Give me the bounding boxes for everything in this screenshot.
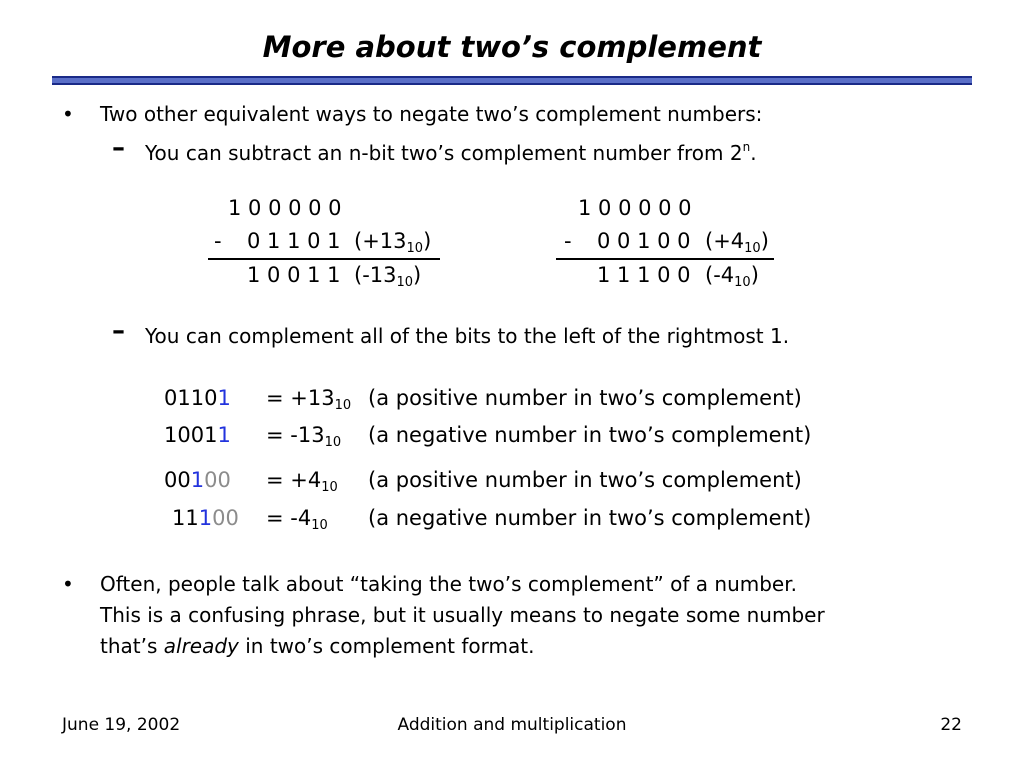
trailing-zeros: 00 — [204, 468, 231, 492]
subtrahend-note-left-close: ) — [423, 229, 432, 253]
sub-bullet-text-1 — [145, 141, 757, 165]
example-value-number: = +13 — [266, 386, 335, 410]
bullet-text-2-line-3-end: in two’s complement format. — [238, 634, 535, 658]
example-value — [266, 506, 328, 533]
dash-marker: – — [112, 133, 125, 163]
bullet-text-2-line-1: Often, people talk about “taking the two’s complement” of a number. — [100, 572, 797, 596]
bullet-text-1: Two other equivalent ways to negate two’s complement numbers: — [100, 102, 763, 126]
subtraction-rule-left — [208, 258, 440, 260]
base-subscript: 10 — [311, 518, 328, 533]
base-subscript: 10 — [324, 435, 342, 450]
subtrahend-note-right-close: ) — [760, 229, 769, 253]
subtrahend-right: 0 0 1 0 0 — [597, 229, 691, 253]
example-bits-prefix: 1001 — [164, 423, 218, 447]
subtraction-rule-right — [556, 258, 774, 260]
base-subscript: 10 — [396, 275, 414, 290]
example-value-number: = -4 — [266, 506, 312, 530]
example-value-number: = +4 — [266, 468, 322, 492]
result-note-left-close: ) — [413, 263, 422, 287]
result-note-right — [705, 263, 759, 290]
sub-bullet-text-1-end: . — [750, 141, 757, 165]
example-description: (a negative number in two’s complement) — [368, 506, 812, 530]
minuend-right: 1 0 0 0 0 0 — [578, 196, 692, 220]
example-description: (a positive number in two’s complement) — [368, 468, 802, 492]
example-bits — [164, 386, 231, 410]
example-bits — [164, 423, 231, 447]
rightmost-one: 1 — [198, 506, 213, 530]
sub-bullet-text-1-main: You can subtract an n-bit two’s complement number from 2 — [145, 141, 743, 165]
operator-left: - — [214, 229, 222, 253]
bullet-text-2-line-3 — [100, 634, 534, 658]
result-note-right-value: (-4 — [705, 263, 735, 287]
example-bits — [164, 468, 231, 492]
example-bits-prefix: 00 — [164, 468, 191, 492]
example-bits-prefix: 11 — [172, 506, 199, 530]
page-number: 22 — [940, 715, 962, 735]
subtrahend-note-left — [354, 229, 432, 256]
rightmost-one: 1 — [190, 468, 205, 492]
example-description: (a positive number in two’s complement) — [368, 386, 802, 410]
example-value — [266, 386, 352, 413]
bullet-text-2-line-2: This is a confusing phrase, but it usually means to negate some number — [100, 603, 825, 627]
operator-right: - — [564, 229, 572, 253]
footer-date: June 19, 2002 — [62, 715, 181, 735]
rightmost-one: 1 — [217, 386, 231, 410]
subtrahend-note-left-value: (+13 — [354, 229, 407, 253]
title-divider — [52, 76, 972, 85]
result-note-right-close: ) — [750, 263, 759, 287]
subtrahend-left: 0 1 1 0 1 — [247, 229, 341, 253]
result-note-left — [354, 263, 422, 290]
emphasis-already: already — [163, 634, 239, 658]
slide-title: More about two’s complement — [262, 30, 762, 64]
result-note-left-value: (-13 — [354, 263, 397, 287]
example-description: (a negative number in two’s complement) — [368, 423, 812, 447]
superscript-n: n — [742, 140, 751, 154]
dash-marker: – — [112, 316, 125, 346]
result-left: 1 0 0 1 1 — [247, 263, 341, 287]
example-value-number: = -13 — [266, 423, 325, 447]
example-bits-prefix: 0110 — [164, 386, 218, 410]
subtrahend-note-right — [705, 229, 769, 256]
base-subscript: 10 — [406, 241, 424, 256]
minuend-left: 1 0 0 0 0 0 — [228, 196, 342, 220]
base-subscript: 10 — [744, 241, 761, 256]
example-value — [266, 468, 338, 495]
bullet-text-2-line-3-start: that’s — [100, 634, 164, 658]
base-subscript: 10 — [734, 275, 751, 290]
base-subscript: 10 — [321, 480, 338, 495]
example-value — [266, 423, 342, 450]
bullet-marker: • — [62, 102, 74, 126]
trailing-zeros: 00 — [212, 506, 239, 530]
base-subscript: 10 — [334, 398, 352, 413]
subtrahend-note-right-value: (+4 — [705, 229, 745, 253]
example-bits — [172, 506, 239, 530]
bullet-marker: • — [62, 572, 74, 596]
sub-bullet-text-2: You can complement all of the bits to the left of the rightmost 1. — [145, 324, 790, 348]
footer-topic: Addition and multiplication — [397, 715, 627, 735]
result-right: 1 1 1 0 0 — [597, 263, 691, 287]
rightmost-one: 1 — [217, 423, 231, 447]
